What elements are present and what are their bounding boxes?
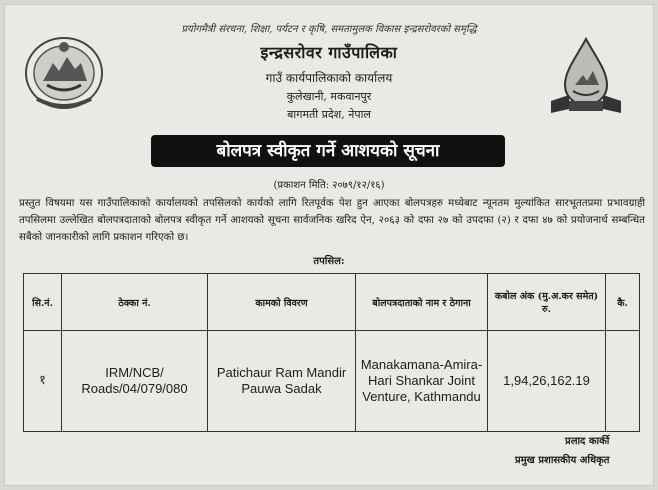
notice-body: प्रस्तुत विषयमा यस गाउँपालिकाको कार्यालयको तपसिलको कार्यको लागि रितपूर्वक पेश हुन आएका बोलपत्रहरु मध्येबाट न्यूनतम मुल्यांकित सारभूततप्रमा प्रभावग्राही तपसिलमा उल्लेखित बोलपत्रदाताको बोलपत्र स्वीकृत गर्ने आशयको सूचना सार्वजनिक खरिद ऐन, २०६३ को दफा २७ को उपदफा (२) र दफा ४७ को प्रयोजनार्थ सम्बन्धित सबैको जानकारीको लागि प्रकाशन गरिएको छ। xyxy=(19,198,645,243)
header-amount: कबोल अंक (मु.अ.कर समेत) रु. xyxy=(488,274,606,331)
table-header-row xyxy=(24,274,640,331)
motto-text: प्रयोगमैत्री संरचना, शिक्षा, पर्यटन र कृषि, समतामुलक विकास इन्द्रसरोवरको समृद्धि xyxy=(181,24,477,35)
header-serial: सि.नं. xyxy=(24,274,62,331)
office-header xyxy=(5,41,653,122)
notice-title: बोलपत्र स्वीकृत गर्ने आशयको सूचना xyxy=(151,135,505,167)
header-work: कामको विवरण xyxy=(208,274,356,331)
header-contract-no: ठेक्का नं. xyxy=(62,274,208,331)
office-address: कुलेखानी, मकवानपुर xyxy=(286,90,372,103)
municipality-name: इन्द्रसरोवर गाउँपालिका xyxy=(260,43,398,62)
signatory-name: प्रलाद कार्की xyxy=(565,436,610,447)
office-province: बागमती प्रदेश, नेपाल xyxy=(287,108,371,121)
header-remarks: कै. xyxy=(606,274,640,331)
cell-amount: 1,94,26,162.19 xyxy=(488,331,606,432)
details-label: तपसिल: xyxy=(313,256,345,267)
notice-paper xyxy=(4,4,654,486)
cell-work: Patichaur Ram Mandir Pauwa Sadak xyxy=(208,331,356,432)
publish-date: (प्रकाशन मिति: २०७९/१२/१६) xyxy=(273,180,385,191)
bid-table xyxy=(23,273,640,432)
table-row xyxy=(24,331,640,432)
cell-remarks xyxy=(606,331,640,432)
cell-bidder: Manakamana-Amira-Hari Shankar Joint Venture, Kathmandu xyxy=(356,331,488,432)
cell-serial: १ xyxy=(24,331,62,432)
office-name: गाउँ कार्यपालिकाको कार्यालय xyxy=(265,71,393,85)
signatory-title: प्रमुख प्रशासकीय अधिकृत xyxy=(515,455,610,466)
header-bidder: बोलपत्रदाताको नाम र ठेगाना xyxy=(356,274,488,331)
cell-contract-no: IRM/NCB/ Roads/04/079/080 xyxy=(62,331,208,432)
